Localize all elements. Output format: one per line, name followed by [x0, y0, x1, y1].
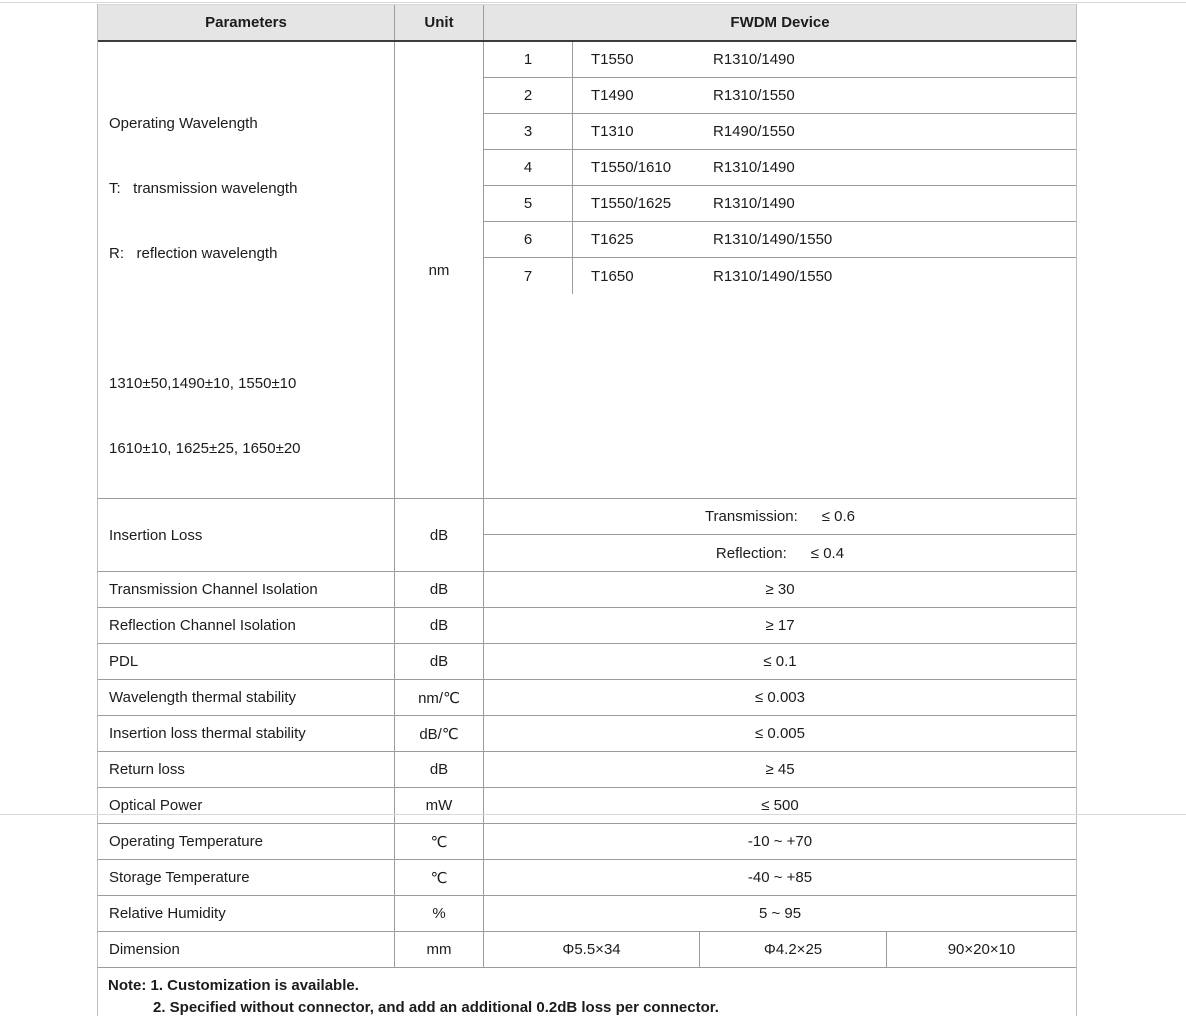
unit-value: mW	[395, 788, 484, 823]
combo-row	[484, 258, 1076, 294]
unit-value: ℃	[395, 860, 484, 895]
combo-number: 6	[484, 222, 573, 257]
row-relative-humidity	[98, 896, 1076, 932]
combo-row	[484, 150, 1076, 186]
wavelength-param-text	[109, 42, 301, 498]
row-storage-temperature	[98, 860, 1076, 896]
spec-value: ≤ 0.1	[763, 653, 797, 670]
wavelength-line: Operating Wavelength	[109, 115, 258, 132]
dimension-value: Φ5.5×34	[484, 932, 700, 967]
row-optical-power	[98, 788, 1076, 824]
combo-number: 4	[484, 150, 573, 185]
combo-reflection: R1310/1490/1550	[713, 267, 833, 285]
insertion-loss-param: Insertion Loss	[98, 499, 395, 571]
header-device: FWDM Device	[730, 14, 830, 31]
row-wavelength-thermal-stability	[98, 680, 1076, 716]
insertion-loss-unit: dB	[395, 499, 484, 571]
unit-value: dB	[395, 644, 484, 679]
insertion-loss-label: Transmission:	[704, 508, 798, 525]
param-label: Transmission Channel Isolation	[98, 572, 395, 607]
dimension-value: Φ4.2×25	[700, 932, 887, 967]
param-label: Operating Temperature	[98, 824, 395, 859]
unit-value: ℃	[395, 824, 484, 859]
row-return-loss	[98, 752, 1076, 788]
header-unit: Unit	[395, 5, 484, 40]
combo-number: 2	[484, 78, 573, 113]
combo-reflection: R1310/1490	[713, 159, 795, 176]
insertion-loss-label: Reflection:	[715, 544, 787, 562]
unit-value: nm/℃	[395, 680, 484, 715]
spec-value: -10 ~ +70	[747, 833, 813, 850]
param-label: Insertion loss thermal stability	[98, 716, 395, 751]
insertion-loss-value: ≤ 0.6	[821, 508, 856, 525]
combo-row	[484, 42, 1076, 78]
param-label: Optical Power	[98, 788, 395, 823]
param-label: Relative Humidity	[98, 896, 395, 931]
wavelength-line	[109, 303, 301, 334]
note-line-2: 2. Specified without connector, and add an additional 0.2dB loss per connector.	[153, 999, 719, 1016]
page-bottom-rule	[0, 814, 1186, 815]
combo-transmission: T1310	[591, 123, 634, 140]
combo-number: 7	[484, 258, 573, 294]
row-reflection-channel-isolation	[98, 608, 1076, 644]
combo-reflection: R1490/1550	[713, 123, 795, 140]
header-parameters: Parameters	[98, 5, 395, 40]
combo-row	[484, 222, 1076, 258]
row-insertion-loss	[98, 499, 1076, 572]
combo-reflection: R1310/1490	[713, 51, 795, 68]
row-operating-temperature	[98, 824, 1076, 860]
combo-row	[484, 78, 1076, 114]
wavelength-param-cell	[98, 42, 395, 498]
param-label: Return loss	[98, 752, 395, 787]
wavelength-unit: nm	[395, 42, 484, 498]
combo-row	[484, 114, 1076, 150]
combo-transmission: T1650	[591, 267, 634, 285]
param-label: Storage Temperature	[98, 860, 395, 895]
unit-value: dB/℃	[395, 716, 484, 751]
spec-value: ≥ 17	[765, 617, 795, 634]
table-header-row	[98, 4, 1076, 42]
spec-value: ≤ 0.003	[755, 689, 805, 706]
dimension-value: 90×20×10	[947, 941, 1016, 958]
wavelength-line: 1610±10, 1625±25, 1650±20	[109, 440, 301, 457]
insertion-loss-values	[484, 499, 1076, 571]
spec-value: ≤ 0.005	[755, 725, 805, 742]
combo-number: 1	[484, 42, 573, 77]
wavelength-combo-list	[484, 42, 1076, 498]
row-dimension	[98, 932, 1076, 968]
spec-value: ≥ 30	[765, 581, 795, 598]
insertion-loss-subrow	[484, 535, 1076, 571]
wavelength-line: 1310±50,1490±10, 1550±10	[109, 375, 297, 392]
combo-reflection: R1310/1550	[713, 87, 795, 104]
wavelength-line: T: transmission wavelength	[109, 180, 298, 197]
note-line-1: Note: 1. Customization is available.	[108, 977, 359, 994]
note-area	[98, 968, 1076, 1016]
unit-value: dB	[395, 752, 484, 787]
unit-value: dB	[395, 608, 484, 643]
combo-transmission: T1550/1625	[591, 195, 672, 212]
spec-table	[97, 4, 1077, 1016]
dimension-values	[484, 932, 1076, 967]
combo-reflection: R1310/1490	[713, 195, 795, 212]
row-insertion-loss-thermal-stability	[98, 716, 1076, 752]
unit-value: %	[395, 896, 484, 931]
wavelength-line: R: reflection wavelength	[109, 245, 278, 262]
combo-row	[484, 186, 1076, 222]
combo-number: 5	[484, 186, 573, 221]
row-operating-wavelength	[98, 42, 1076, 499]
combo-transmission: T1550	[591, 51, 634, 68]
insertion-loss-value: ≤ 0.4	[810, 544, 845, 562]
combo-transmission: T1490	[591, 87, 634, 104]
row-transmission-channel-isolation	[98, 572, 1076, 608]
spec-value: ≥ 45	[765, 761, 795, 778]
spec-value: -40 ~ +85	[747, 869, 813, 886]
param-label: Dimension	[98, 932, 395, 967]
combo-number: 3	[484, 114, 573, 149]
param-label: PDL	[98, 644, 395, 679]
page-top-rule	[0, 2, 1186, 3]
unit-value: mm	[395, 932, 484, 967]
insertion-loss-subrow	[484, 499, 1076, 535]
unit-value: dB	[395, 572, 484, 607]
spec-value: ≤ 500	[761, 797, 799, 814]
combo-reflection: R1310/1490/1550	[713, 231, 833, 248]
spec-value: 5 ~ 95	[758, 905, 802, 922]
param-label: Wavelength thermal stability	[98, 680, 395, 715]
row-pdl	[98, 644, 1076, 680]
combo-transmission: T1550/1610	[591, 159, 672, 176]
param-label: Reflection Channel Isolation	[98, 608, 395, 643]
combo-transmission: T1625	[591, 231, 634, 248]
